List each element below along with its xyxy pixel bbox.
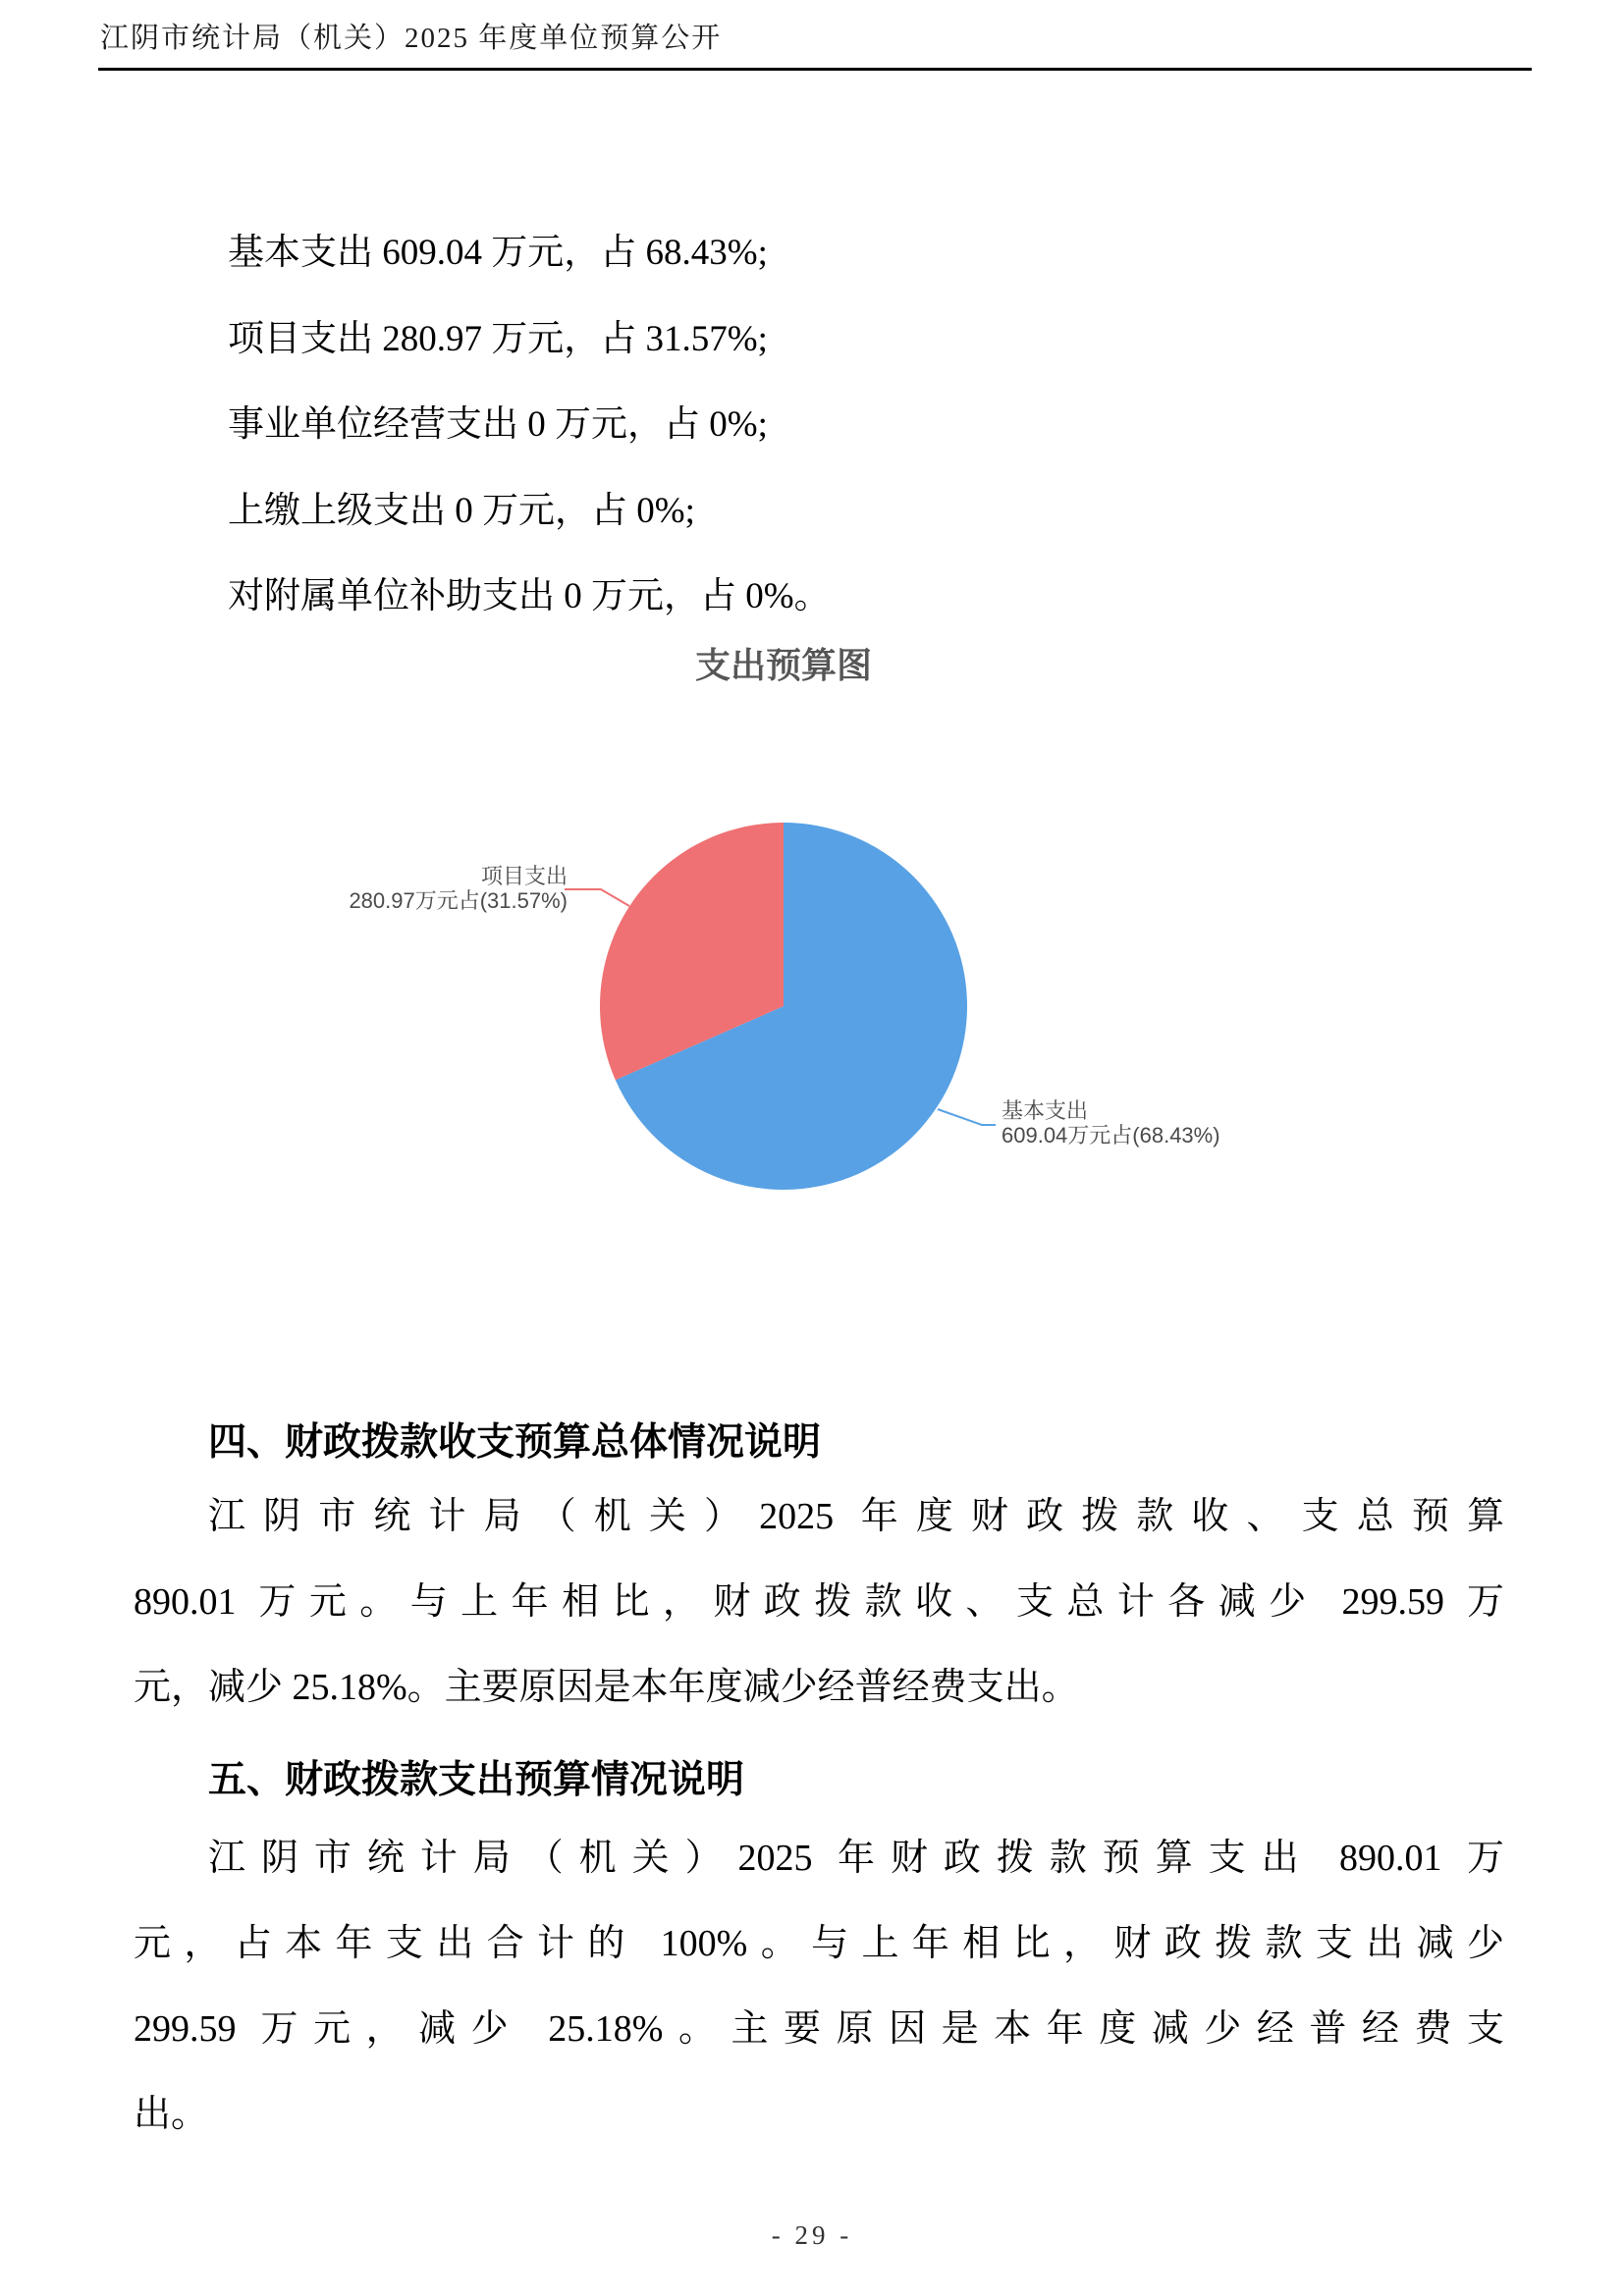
pie-callout-project-name: 项目支出: [480, 864, 568, 888]
section-5-heading: 五、财政拨款支出预算情况说明: [208, 1759, 745, 1801]
expense-line: 上缴上级支出 0 万元，占 0%;: [228, 491, 695, 531]
section-4-line: 江阴市统计局（机关）2025 年度财政拨款收、支总预算: [208, 1496, 1504, 1537]
section-5-line: 元，占本年支出合计的 100%。与上年相比，财政拨款支出减少: [134, 1923, 1504, 1964]
callout-leader-project: [565, 889, 629, 906]
section-5-line: 出。: [134, 2094, 209, 2135]
pie-callout-basic: [1001, 1098, 1220, 1148]
pie-callout-project: [295, 864, 568, 913]
section-4-heading: 四、财政拨款收支预算总体情况说明: [208, 1421, 822, 1464]
section-4-line: 元，减少 25.18%。主要原因是本年度减少经普经费支出。: [134, 1667, 1079, 1708]
section-5-line: 江阴市统计局（机关）2025 年财政拨款预算支出 890.01 万: [208, 1838, 1504, 1879]
pie-callout-basic-value: 609.04万元占(68.43%): [1001, 1123, 1220, 1148]
expense-line: 对附属单位补助支出 0 万元，占 0%。: [228, 576, 831, 616]
page-number: - 29 -: [771, 2220, 853, 2250]
callout-leader-basic: [938, 1109, 996, 1125]
expense-pie-chart: [295, 775, 1080, 1237]
section-5-line: 299.59 万元，减少 25.18%。主要原因是本年度减少经普经费支: [134, 2008, 1504, 2050]
chart-title: 支出预算图: [694, 645, 872, 685]
page-header-title: 江阴市统计局（机关）2025 年度单位预算公开: [100, 23, 723, 54]
pie-callout-project-value: 280.97万元占(31.57%): [349, 888, 568, 913]
expense-line: 基本支出 609.04 万元，占 68.43%;: [228, 233, 768, 273]
section-4-line: 890.01 万元。与上年相比，财政拨款收、支总计各减少 299.59 万: [134, 1581, 1504, 1623]
expense-line: 事业单位经营支出 0 万元，占 0%;: [228, 404, 768, 445]
header-divider: [98, 68, 1532, 71]
expense-line: 项目支出 280.97 万元，占 31.57%;: [228, 319, 768, 359]
pie-callout-basic-name: 基本支出: [1001, 1098, 1089, 1123]
